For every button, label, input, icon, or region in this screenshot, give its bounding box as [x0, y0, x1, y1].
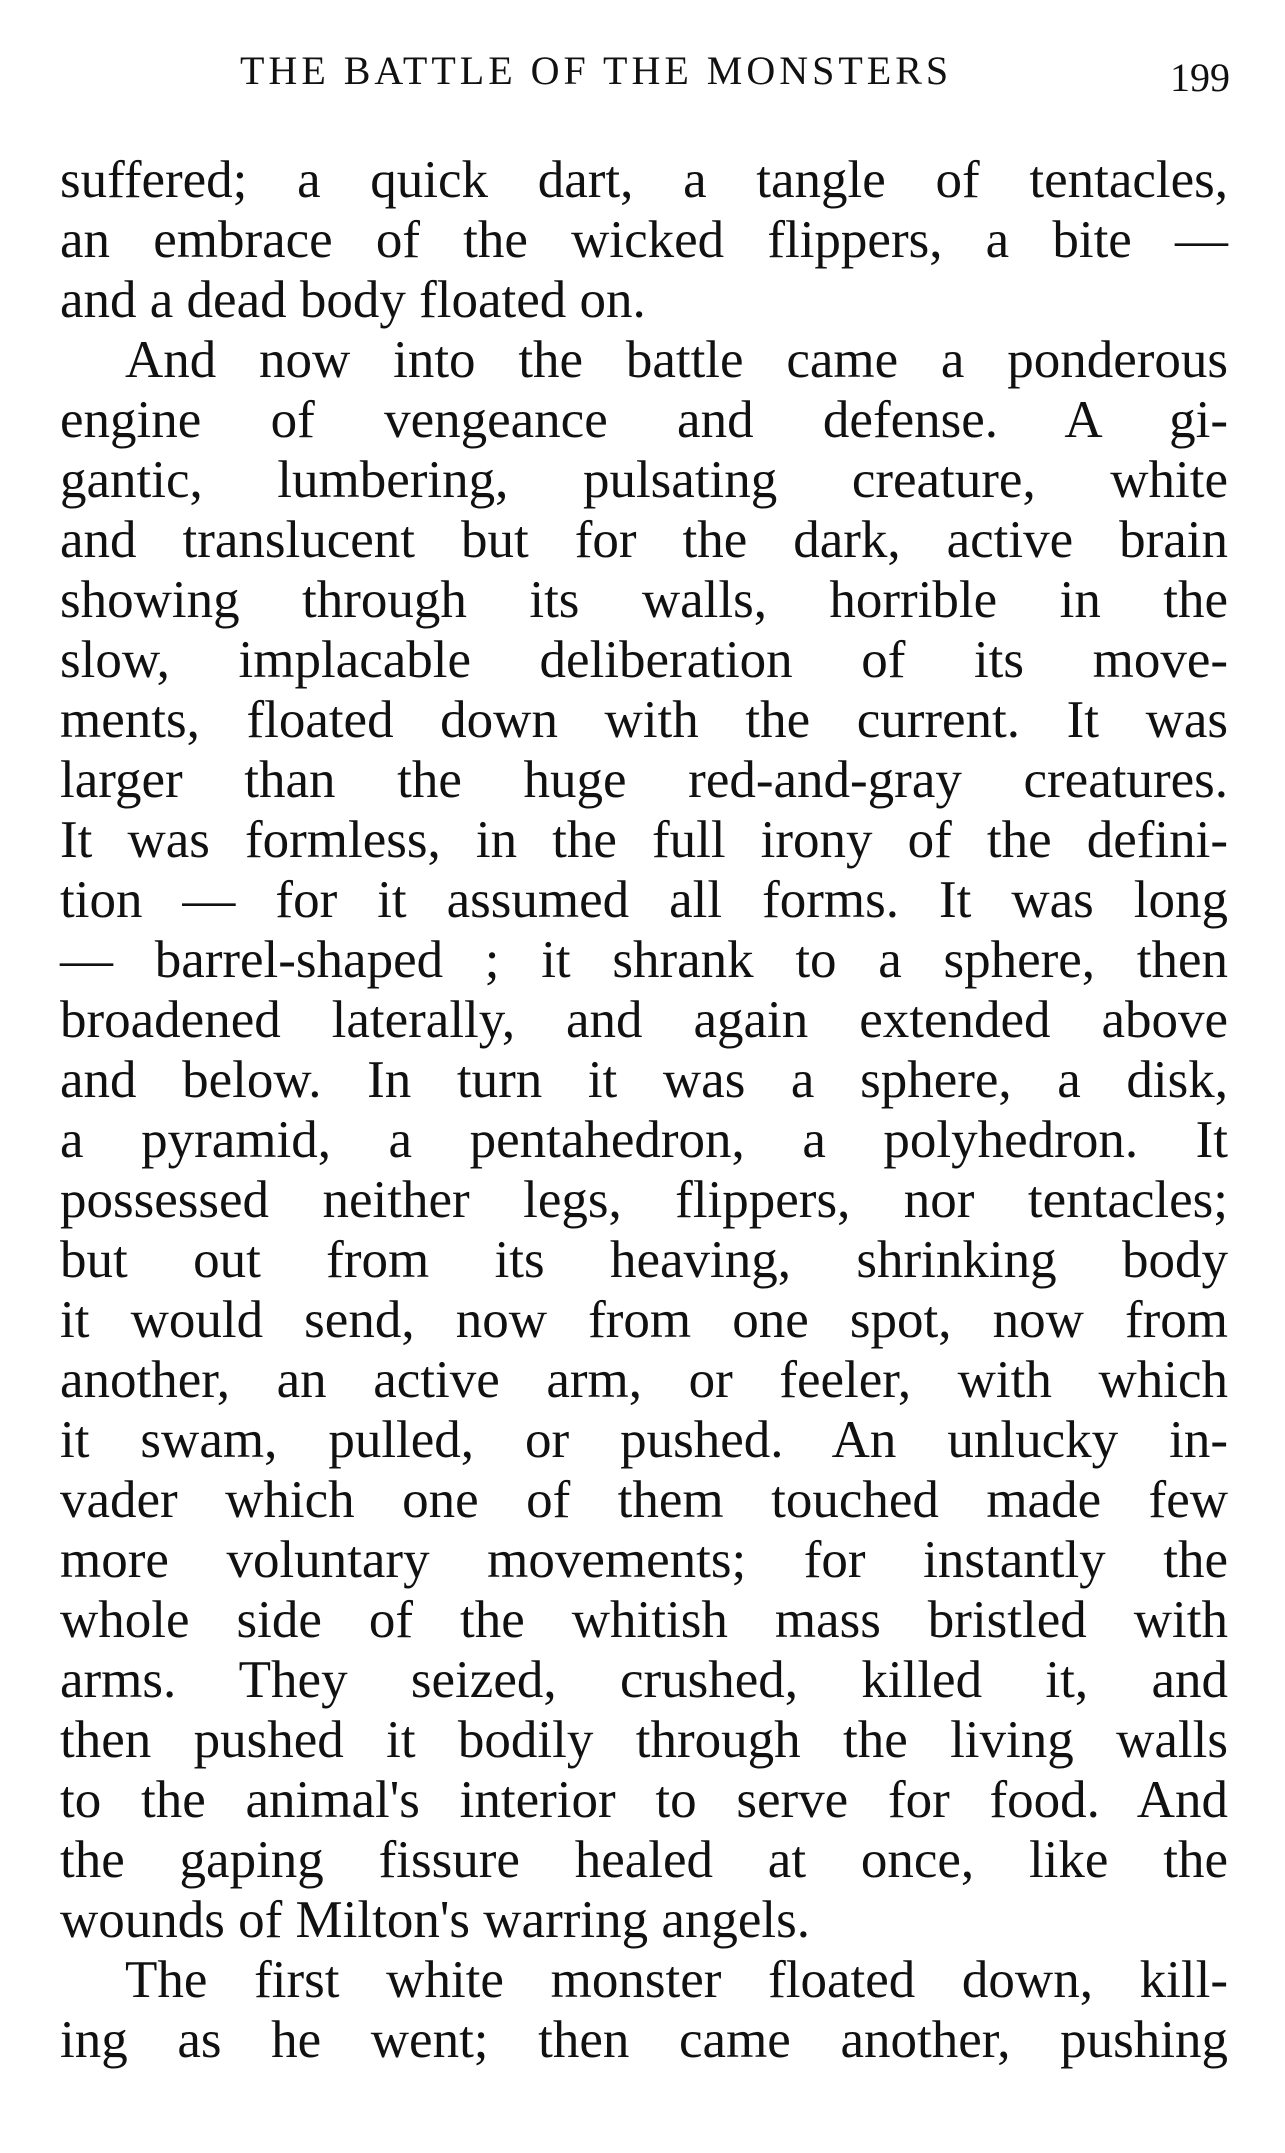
text-line: it swam, pulled, or pushed. An unlucky in- — [60, 1411, 1228, 1469]
text-line: arms. They seized, crushed, killed it, and — [60, 1651, 1228, 1709]
text-line: slow, implacable deliberation of its move- — [60, 631, 1228, 689]
text-line: broadened laterally, and again extended above — [60, 991, 1228, 1049]
text-line: then pushed it bodily through the living walls — [60, 1711, 1228, 1769]
text-line: more voluntary movements; for instantly the — [60, 1531, 1228, 1589]
text-line: it would send, now from one spot, now from — [60, 1291, 1228, 1349]
text-line: and translucent but for the dark, active brain — [60, 511, 1228, 569]
text-line: gantic, lumbering, pulsating creature, white — [60, 451, 1228, 509]
text-line: The first white monster floated down, kill- — [125, 1951, 1228, 2009]
text-line: the gaping fissure healed at once, like the — [60, 1831, 1228, 1889]
body-text — [60, 150, 1228, 2070]
text-line: engine of vengeance and defense. A gi- — [60, 391, 1228, 449]
text-line: — barrel-shaped ; it shrank to a sphere, then — [60, 931, 1228, 989]
chapter-title: THE BATTLE OF THE MONSTERS — [240, 47, 953, 93]
text-line: possessed neither legs, flippers, nor tentacles; — [60, 1171, 1228, 1229]
page-number: 199 — [1170, 55, 1230, 100]
text-line: and a dead body floated on. — [60, 271, 646, 329]
text-line: an embrace of the wicked flippers, a bite — — [60, 211, 1228, 269]
text-line: showing through its walls, horrible in the — [60, 571, 1228, 629]
text-line: ments, floated down with the current. It was — [60, 691, 1228, 749]
running-header — [240, 40, 1230, 100]
text-line: It was formless, in the full irony of the defini- — [60, 811, 1228, 869]
text-line: vader which one of them touched made few — [60, 1471, 1228, 1529]
text-line: a pyramid, a pentahedron, a polyhedron. It — [60, 1111, 1228, 1169]
text-line: And now into the battle came a ponderous — [125, 331, 1228, 389]
text-line: but out from its heaving, shrinking body — [60, 1231, 1228, 1289]
text-line: suffered; a quick dart, a tangle of tentacles, — [60, 151, 1228, 209]
text-line: larger than the huge red-and-gray creatures. — [60, 751, 1228, 809]
text-line: tion — for it assumed all forms. It was long — [60, 871, 1228, 929]
text-line: another, an active arm, or feeler, with which — [60, 1351, 1228, 1409]
text-line: whole side of the whitish mass bristled with — [60, 1591, 1228, 1649]
text-line: ing as he went; then came another, pushing — [60, 2011, 1228, 2069]
text-line: to the animal's interior to serve for food. And — [60, 1771, 1228, 1829]
text-line: wounds of Milton's warring angels. — [60, 1891, 810, 1949]
text-line: and below. In turn it was a sphere, a disk, — [60, 1051, 1228, 1109]
